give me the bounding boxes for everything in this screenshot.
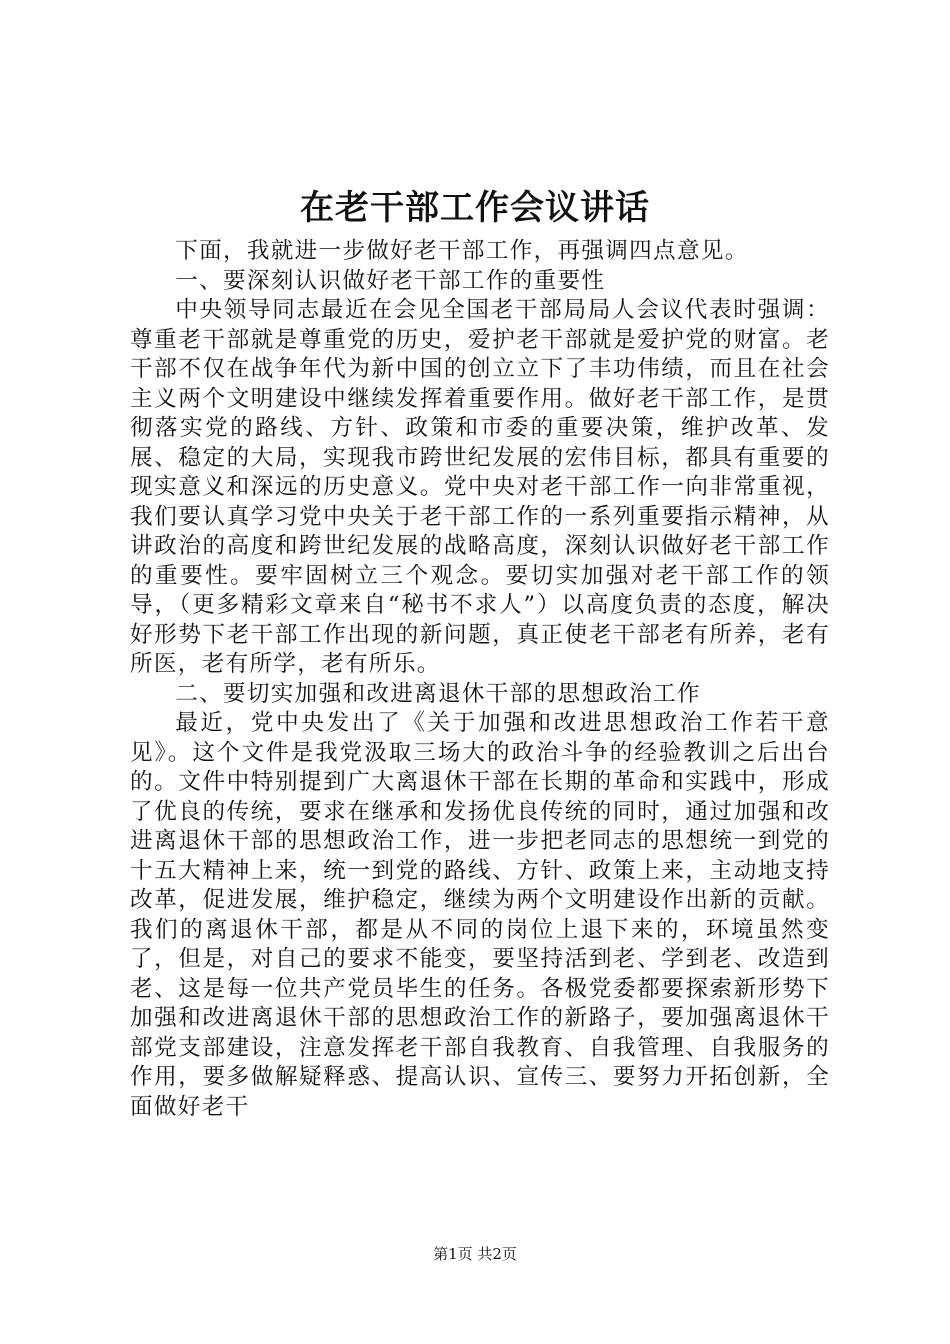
section-heading-2: 二、要切实加强和改进离退休干部的思想政治工作 bbox=[175, 680, 701, 707]
intro-paragraph: 下面，我就进一步做好老干部工作，再强调四点意见。 bbox=[175, 238, 749, 264]
section-heading-1: 一、要深刻认识做好老干部工作的重要性 bbox=[175, 267, 606, 294]
document-body bbox=[130, 237, 830, 1122]
document-title: 在老干部工作会议讲话 bbox=[300, 188, 650, 228]
section-paragraph-1: 中央领导同志最近在会见全国老干部局局人会议代表时强调：尊重老干部就是尊重党的历史，爱护老干部就是爱护党的财富。老干部不仅在战争年代为新中国的创立立下了丰功伟绩，而且在社会主义两个文明建设中继续发挥着重要作用。做好老干部工作，是贯彻落实党的路线、方针、政策和市委的重要决策，维护改革、发展、稳定的大局，实现我市跨世纪发展的宏伟目标，都具有重要的现实意义和深远的历史意义。党中央对老干部工作一向非常重视，我们要认真学习党中央关于老干部工作的一系列重要指示精神，从讲政治的高度和跨世纪发展的战略高度，深刻认识做好老干部工作的重要性。要牢固树立三个观念。要切实加强对老干部工作的领导，（更多精彩文章来自“秘书不求人”）以高度负责的态度，解决好形势下老干部工作出现的新问题，真正使老干部老有所养，老有所医，老有所学，老有所乐。 bbox=[130, 297, 830, 677]
section-paragraph-2: 最近，党中央发出了《关于加强和改进思想政治工作若干意见》。这个文件是我党汲取三场大的政治斗争的经验教训之后出台的。文件中特别提到广大离退休干部在长期的革命和实践中，形成了优良的传统，要求在继承和发扬优良传统的同时，通过加强和改进离退休干部的思想政治工作，进一步把老同志的思想统一到党的十五大精神上来，统一到党的路线、方针、政策上来，主动地支持改革，促进发展，维护稳定，继续为两个文明建设作出新的贡献。我们的离退休干部，都是从不同的岗位上退下来的，环境虽然变了，但是，对自己的要求不能变，要坚持活到老、学到老、改造到老、这是每一位共产党员毕生的任务。各极党委都要探索新形势下加强和改进离退休干部的思想政治工作的新路子，要加强离退休干部党支部建设，注意发挥老干部自我教育、自我管理、自我服务的作用，要多做解疑释惑、提高认识、宣传三、要努力开拓创新，全面做好老干 bbox=[130, 710, 830, 1120]
page-footer: 第1页 共2页 bbox=[433, 1245, 517, 1263]
